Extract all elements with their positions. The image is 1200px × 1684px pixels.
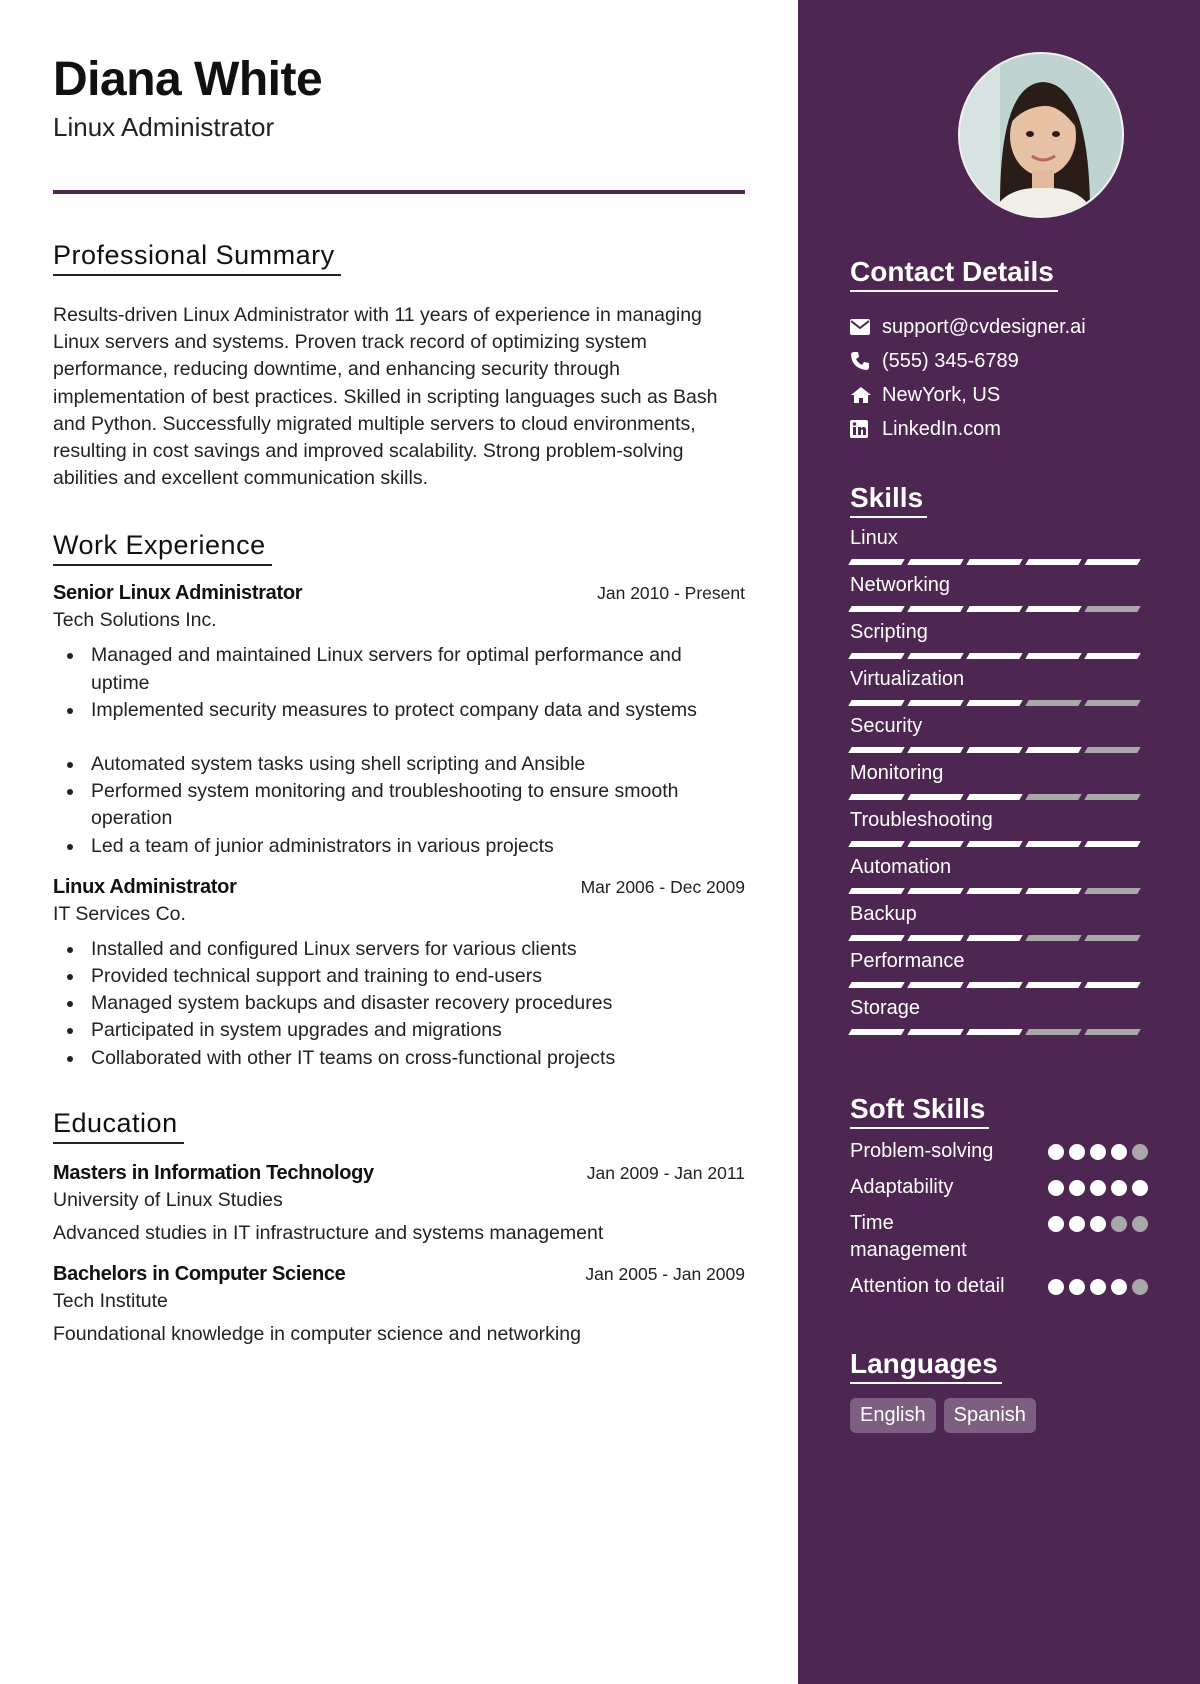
- skill-level-segment: [966, 982, 1022, 988]
- skill-level-segment: [907, 653, 963, 659]
- summary-section: [53, 240, 745, 492]
- soft-skill-item: [850, 1138, 1148, 1165]
- skill-item: [850, 809, 1148, 847]
- bullet-item: Automated system tasks using shell scripting and Ansible: [53, 751, 745, 778]
- job-entry: [53, 876, 745, 1072]
- skill-level-segment: [1025, 653, 1081, 659]
- skill-name: Scripting: [850, 621, 928, 643]
- language-chip: English: [850, 1398, 936, 1433]
- skills-list: [850, 527, 1148, 1035]
- skill-level-segment: [848, 935, 904, 941]
- languages-heading: Languages: [850, 1348, 1002, 1384]
- skill-level-segment: [1025, 935, 1081, 941]
- rating-dot: [1048, 1279, 1064, 1295]
- skill-level-segment: [907, 559, 963, 565]
- bullet-item: Led a team of junior administrators in various projects: [53, 833, 745, 860]
- skill-level-segment: [907, 888, 963, 894]
- skill-level-bar: [850, 747, 1148, 753]
- skill-item: [850, 527, 1148, 565]
- skill-level-segment: [1025, 888, 1081, 894]
- rating-dot: [1111, 1180, 1127, 1196]
- skill-level-segment: [848, 606, 904, 612]
- rating-dot: [1048, 1180, 1064, 1196]
- skill-level-segment: [966, 653, 1022, 659]
- skill-item: [850, 574, 1148, 612]
- skill-item: [850, 903, 1148, 941]
- skill-level-segment: [848, 653, 904, 659]
- skill-name: Linux: [850, 527, 898, 549]
- job-company: IT Services Co.: [53, 902, 186, 925]
- soft-skill-rating: [1048, 1273, 1148, 1300]
- skill-level-segment: [848, 747, 904, 753]
- contact-heading: Contact Details: [850, 256, 1058, 292]
- rating-dot: [1090, 1216, 1106, 1232]
- skill-name: Networking: [850, 574, 951, 596]
- skill-item: [850, 950, 1148, 988]
- rating-dot: [1132, 1144, 1148, 1160]
- work-heading: Work Experience: [53, 530, 272, 566]
- skill-level-segment: [966, 606, 1022, 612]
- languages-list: [850, 1398, 1148, 1433]
- skill-level-segment: [848, 888, 904, 894]
- job-date: Jan 2010 - Present: [597, 583, 745, 604]
- skill-level-bar: [850, 888, 1148, 894]
- skill-level-bar: [850, 982, 1148, 988]
- skill-level-segment: [907, 794, 963, 800]
- education-date: Jan 2005 - Jan 2009: [585, 1263, 745, 1284]
- skill-level-segment: [1084, 935, 1140, 941]
- job-role: Linux Administrator: [53, 875, 237, 898]
- rating-dot: [1132, 1279, 1148, 1295]
- summary-text: Results-driven Linux Administrator with 11 years of experience in managing Linux servers and systems. Proven track record of optimizing system performance, reducing downtime, and enhancing security through implementation of best practices. Skilled in scripting languages such as Bash and Python. Successfully migrated multiple servers to cloud environments, resulting in cost savings and improved scalability. Strong problem-solving abilities and excellent communication skills.: [53, 304, 718, 490]
- bullet-item: Managed system backups and disaster recovery procedures: [53, 990, 745, 1017]
- skill-level-segment: [907, 1029, 963, 1035]
- skill-level-segment: [1025, 559, 1081, 565]
- skill-level-segment: [966, 1029, 1022, 1035]
- skill-level-bar: [850, 935, 1148, 941]
- skill-level-bar: [850, 653, 1148, 659]
- education-section: [53, 1108, 745, 1346]
- education-desc: Advanced studies in IT infrastructure and systems management: [53, 1221, 604, 1244]
- skill-level-segment: [966, 841, 1022, 847]
- skill-level-segment: [1084, 700, 1140, 706]
- rating-dot: [1111, 1144, 1127, 1160]
- soft-skill-name: Problem-solving: [850, 1140, 994, 1162]
- envelope-icon: [850, 319, 882, 335]
- skill-level-segment: [1084, 794, 1140, 800]
- skill-level-segment: [1084, 841, 1140, 847]
- skill-name: Virtualization: [850, 668, 965, 690]
- skill-level-bar: [850, 1029, 1148, 1035]
- rating-dot: [1090, 1180, 1106, 1196]
- skill-level-segment: [966, 888, 1022, 894]
- skill-level-segment: [907, 747, 963, 753]
- email-text: support@cvdesigner.ai: [882, 315, 1086, 338]
- skill-level-segment: [1084, 888, 1140, 894]
- job-bullets: [53, 936, 745, 1072]
- job-bullets: [53, 642, 745, 859]
- soft-skill-name: Attention to detail: [850, 1275, 1005, 1297]
- home-icon: [850, 386, 882, 404]
- skill-level-segment: [848, 841, 904, 847]
- skill-name: Storage: [850, 997, 921, 1019]
- linkedin-text: LinkedIn.com: [882, 417, 1001, 440]
- bullet-item: Managed and maintained Linux servers for optimal performance and uptime: [53, 642, 745, 696]
- rating-dot: [1069, 1144, 1085, 1160]
- work-section: [53, 530, 745, 1071]
- skill-level-segment: [907, 606, 963, 612]
- skill-item: [850, 762, 1148, 800]
- rating-dot: [1069, 1279, 1085, 1295]
- school: University of Linux Studies: [53, 1188, 283, 1211]
- soft-skill-rating: [1048, 1174, 1148, 1201]
- contact-location: [850, 378, 1148, 412]
- skill-level-segment: [848, 982, 904, 988]
- skill-level-bar: [850, 559, 1148, 565]
- soft-skills-list: [850, 1138, 1148, 1300]
- rating-dot: [1090, 1279, 1106, 1295]
- skill-level-segment: [1084, 559, 1140, 565]
- soft-skill-name: Time management: [850, 1212, 967, 1261]
- skill-level-segment: [1084, 653, 1140, 659]
- soft-skills-heading: Soft Skills: [850, 1093, 989, 1129]
- education-entry: [53, 1263, 745, 1346]
- avatar-portrait: [960, 54, 1124, 218]
- skill-level-bar: [850, 606, 1148, 612]
- rating-dot: [1132, 1216, 1148, 1232]
- profile-photo: [958, 52, 1124, 218]
- skill-level-segment: [1084, 1029, 1140, 1035]
- skills-heading: Skills: [850, 482, 927, 518]
- soft-skill-item: [850, 1174, 1148, 1201]
- soft-skill-rating: [1048, 1210, 1148, 1264]
- rating-dot: [1132, 1180, 1148, 1196]
- skill-level-segment: [966, 747, 1022, 753]
- bullet-item: Implemented security measures to protect company data and systems: [53, 697, 745, 724]
- summary-heading: Professional Summary: [53, 240, 341, 276]
- rating-dot: [1111, 1216, 1127, 1232]
- skill-level-segment: [907, 935, 963, 941]
- skill-level-bar: [850, 700, 1148, 706]
- skill-level-segment: [966, 935, 1022, 941]
- skill-level-segment: [1025, 794, 1081, 800]
- job-entry: [53, 582, 745, 859]
- soft-skill-item: [850, 1273, 1148, 1300]
- skill-level-segment: [1025, 1029, 1081, 1035]
- contact-linkedin[interactable]: [850, 412, 1148, 446]
- skill-item: [850, 856, 1148, 894]
- bullet-item: Installed and configured Linux servers for various clients: [53, 936, 745, 963]
- skill-level-segment: [1025, 606, 1081, 612]
- phone-text: (555) 345-6789: [882, 349, 1019, 372]
- degree: Bachelors in Computer Science: [53, 1262, 346, 1285]
- skill-level-segment: [907, 700, 963, 706]
- skill-name: Troubleshooting: [850, 809, 993, 831]
- soft-skill-rating: [1048, 1138, 1148, 1165]
- linkedin-icon: [850, 420, 882, 438]
- education-entry: [53, 1162, 745, 1245]
- skill-level-segment: [1025, 841, 1081, 847]
- skill-level-segment: [848, 700, 904, 706]
- skill-level-segment: [848, 794, 904, 800]
- soft-skill-item: [850, 1210, 1148, 1264]
- skill-level-segment: [907, 982, 963, 988]
- rating-dot: [1069, 1180, 1085, 1196]
- degree: Masters in Information Technology: [53, 1161, 374, 1184]
- skill-item: [850, 997, 1148, 1035]
- skill-name: Performance: [850, 950, 965, 972]
- bullet-item: Provided technical support and training to end-users: [53, 963, 745, 990]
- skill-item: [850, 668, 1148, 706]
- bullet-item: Participated in system upgrades and migrations: [53, 1017, 745, 1044]
- soft-skill-name: Adaptability: [850, 1176, 954, 1198]
- location-text: NewYork, US: [882, 383, 1001, 406]
- candidate-name: Diana White: [53, 53, 323, 106]
- education-heading: Education: [53, 1108, 184, 1144]
- skill-level-segment: [1084, 982, 1140, 988]
- candidate-title: Linux Administrator: [53, 112, 275, 142]
- skill-level-segment: [1084, 747, 1140, 753]
- skill-name: Automation: [850, 856, 952, 878]
- header-divider: [53, 190, 745, 194]
- skill-level-segment: [907, 841, 963, 847]
- skill-level-bar: [850, 794, 1148, 800]
- skill-level-segment: [966, 559, 1022, 565]
- skill-level-segment: [1025, 982, 1081, 988]
- bullet-item: Performed system monitoring and troubleshooting to ensure smooth operation: [53, 778, 745, 832]
- skill-level-segment: [1025, 747, 1081, 753]
- rating-dot: [1111, 1279, 1127, 1295]
- rating-dot: [1048, 1216, 1064, 1232]
- skill-level-segment: [1084, 606, 1140, 612]
- skill-level-segment: [848, 559, 904, 565]
- job-date: Mar 2006 - Dec 2009: [580, 876, 745, 897]
- phone-icon: [850, 351, 882, 371]
- rating-dot: [1048, 1144, 1064, 1160]
- contact-list: [850, 310, 1148, 446]
- skill-level-segment: [1025, 700, 1081, 706]
- sidebar: [798, 0, 1200, 1684]
- skill-item: [850, 715, 1148, 753]
- skill-name: Backup: [850, 903, 917, 925]
- skill-level-segment: [966, 794, 1022, 800]
- skill-name: Security: [850, 715, 923, 737]
- skill-name: Monitoring: [850, 762, 944, 784]
- skill-level-segment: [848, 1029, 904, 1035]
- rating-dot: [1090, 1144, 1106, 1160]
- skill-level-segment: [966, 700, 1022, 706]
- contact-phone[interactable]: [850, 344, 1148, 378]
- school: Tech Institute: [53, 1289, 168, 1312]
- skill-level-bar: [850, 841, 1148, 847]
- job-role: Senior Linux Administrator: [53, 582, 303, 605]
- job-company: Tech Solutions Inc.: [53, 609, 217, 632]
- contact-email[interactable]: [850, 310, 1148, 344]
- education-date: Jan 2009 - Jan 2011: [586, 1162, 745, 1183]
- bullet-item: Collaborated with other IT teams on cross-functional projects: [53, 1045, 745, 1072]
- rating-dot: [1069, 1216, 1085, 1232]
- skill-item: [850, 621, 1148, 659]
- education-desc: Foundational knowledge in computer science and networking: [53, 1322, 581, 1345]
- language-chip: Spanish: [944, 1398, 1036, 1433]
